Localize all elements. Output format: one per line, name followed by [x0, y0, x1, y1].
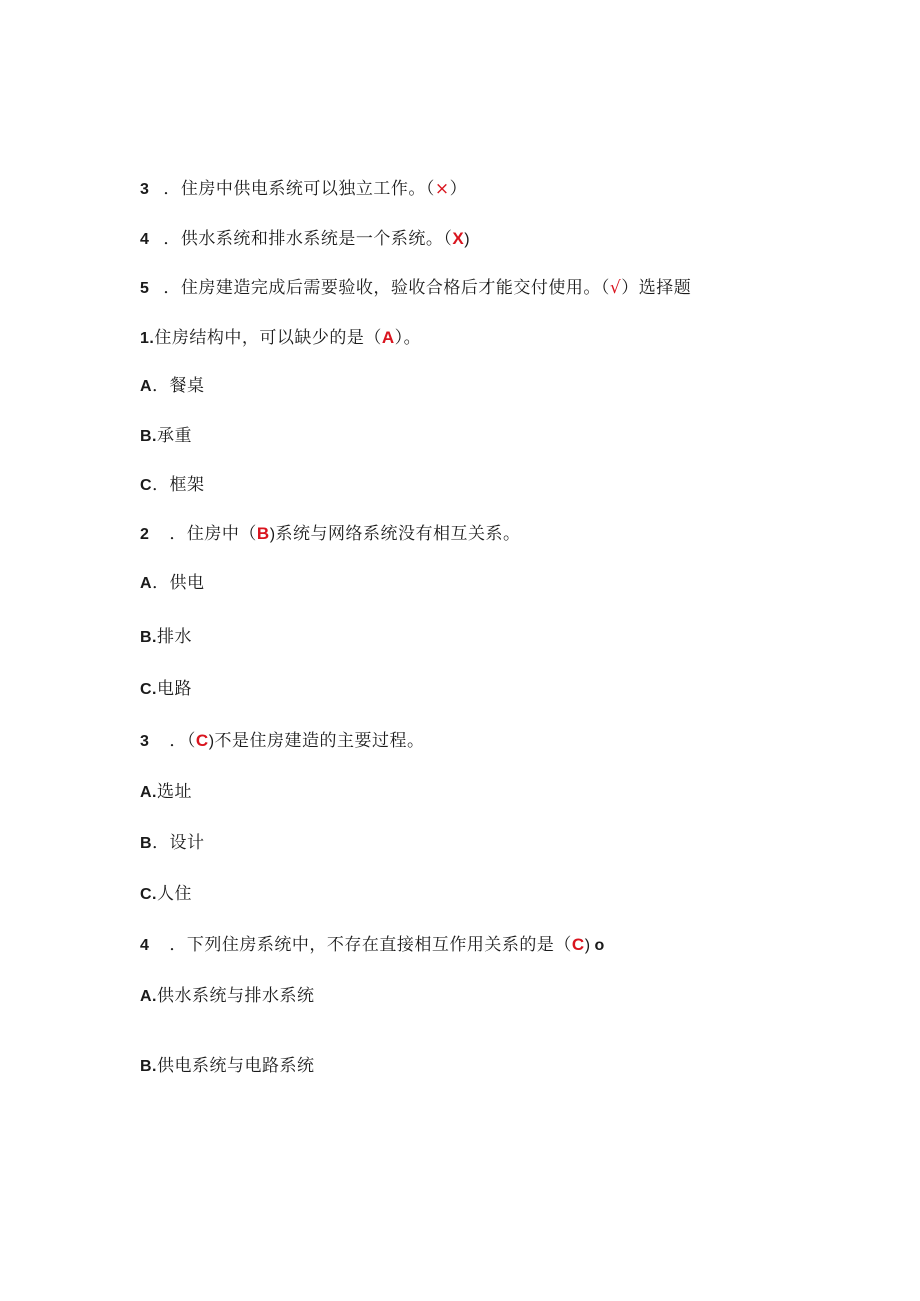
answer-mark: A [381, 328, 395, 347]
answer-mark: C [195, 731, 209, 750]
mc-question-3 [140, 730, 425, 753]
answer-mark: B [256, 524, 270, 543]
option-c [140, 474, 205, 497]
tf-question-4 [140, 228, 470, 251]
option-key: C. [140, 886, 157, 903]
option-b [140, 1055, 315, 1078]
answer-mark: C [571, 935, 585, 954]
option-c [140, 883, 192, 906]
question-text: ．供水系统和排水系统是一个系统。 [163, 229, 444, 249]
answer-mark: √ [609, 278, 622, 298]
mc-question-4 [140, 934, 605, 957]
open-paren: （ [425, 179, 435, 199]
option-b [140, 626, 192, 649]
option-key: B [140, 835, 153, 852]
section-heading: 选择题 [638, 278, 692, 298]
question-number: 1. [140, 330, 155, 347]
option-text: 供电系统与电路系统 [157, 1056, 315, 1076]
option-key: A [140, 378, 153, 395]
option-key: B. [140, 1058, 157, 1075]
option-key: A. [140, 784, 157, 801]
question-suffix: o [594, 937, 605, 954]
option-text: 排水 [157, 627, 192, 647]
option-key: C. [140, 681, 157, 698]
close-paren: ) [269, 526, 276, 543]
open-paren: （ [554, 935, 572, 955]
option-a [140, 375, 205, 398]
option-b [140, 832, 205, 855]
option-key: C [140, 477, 153, 494]
close-paren: ） [394, 328, 404, 348]
question-number: 5 [140, 280, 150, 297]
option-a [140, 781, 192, 804]
question-number: 4 [140, 231, 150, 248]
open-paren: （ [186, 731, 196, 751]
option-key: A. [140, 988, 157, 1005]
open-paren: （ [239, 524, 257, 544]
question-text: 住房结构中，可以缺少的是 [154, 328, 365, 348]
option-a [140, 985, 315, 1008]
option-text: 人住 [157, 884, 192, 904]
question-suffix: 。 [403, 328, 422, 348]
mc-question-2 [140, 523, 521, 546]
question-text: ．住房建造完成后需要验收，验收合格后才能交付使用。 [163, 278, 601, 298]
option-key: A [140, 575, 153, 592]
close-paren: ） [621, 278, 639, 298]
option-text: ．餐桌 [152, 376, 205, 396]
close-paren: ) [584, 937, 591, 954]
question-number: 3 [140, 181, 150, 198]
answer-mark: X [452, 229, 465, 248]
question-suffix: 系统与网络系统没有相互关系。 [275, 524, 521, 544]
question-number: 2 [140, 526, 150, 543]
question-number: 3 [140, 733, 150, 750]
option-text: 供水系统与排水系统 [157, 986, 315, 1006]
option-key: B. [140, 428, 157, 445]
mc-question-1 [140, 327, 421, 350]
question-number: 4 [140, 937, 150, 954]
open-paren: （ [443, 229, 453, 249]
tf-question-3 [140, 178, 467, 201]
question-text: ． [169, 731, 187, 751]
option-text: ．框架 [152, 475, 205, 495]
option-text: 承重 [157, 426, 192, 446]
option-text: ．供电 [152, 573, 205, 593]
option-b [140, 425, 192, 448]
option-key: B. [140, 629, 157, 646]
option-text: 选址 [157, 782, 192, 802]
option-text: ．设计 [152, 833, 205, 853]
option-text: 电路 [157, 679, 192, 699]
option-c [140, 678, 192, 701]
close-paren: ) [208, 733, 215, 750]
option-a [140, 572, 205, 595]
open-paren: （ [600, 278, 610, 298]
question-text: ．下列住房系统中，不存在直接相互作用关系的是 [169, 935, 555, 955]
open-paren: （ [364, 328, 382, 348]
question-text: ．住房中供电系统可以独立工作。 [163, 179, 426, 199]
close-paren: ) [464, 231, 471, 248]
question-suffix: 不是住房建造的主要过程。 [214, 731, 425, 751]
question-text: ．住房中 [169, 524, 240, 544]
tf-question-5 [140, 277, 691, 300]
close-paren: ） [449, 179, 468, 199]
answer-mark: × [434, 179, 450, 199]
